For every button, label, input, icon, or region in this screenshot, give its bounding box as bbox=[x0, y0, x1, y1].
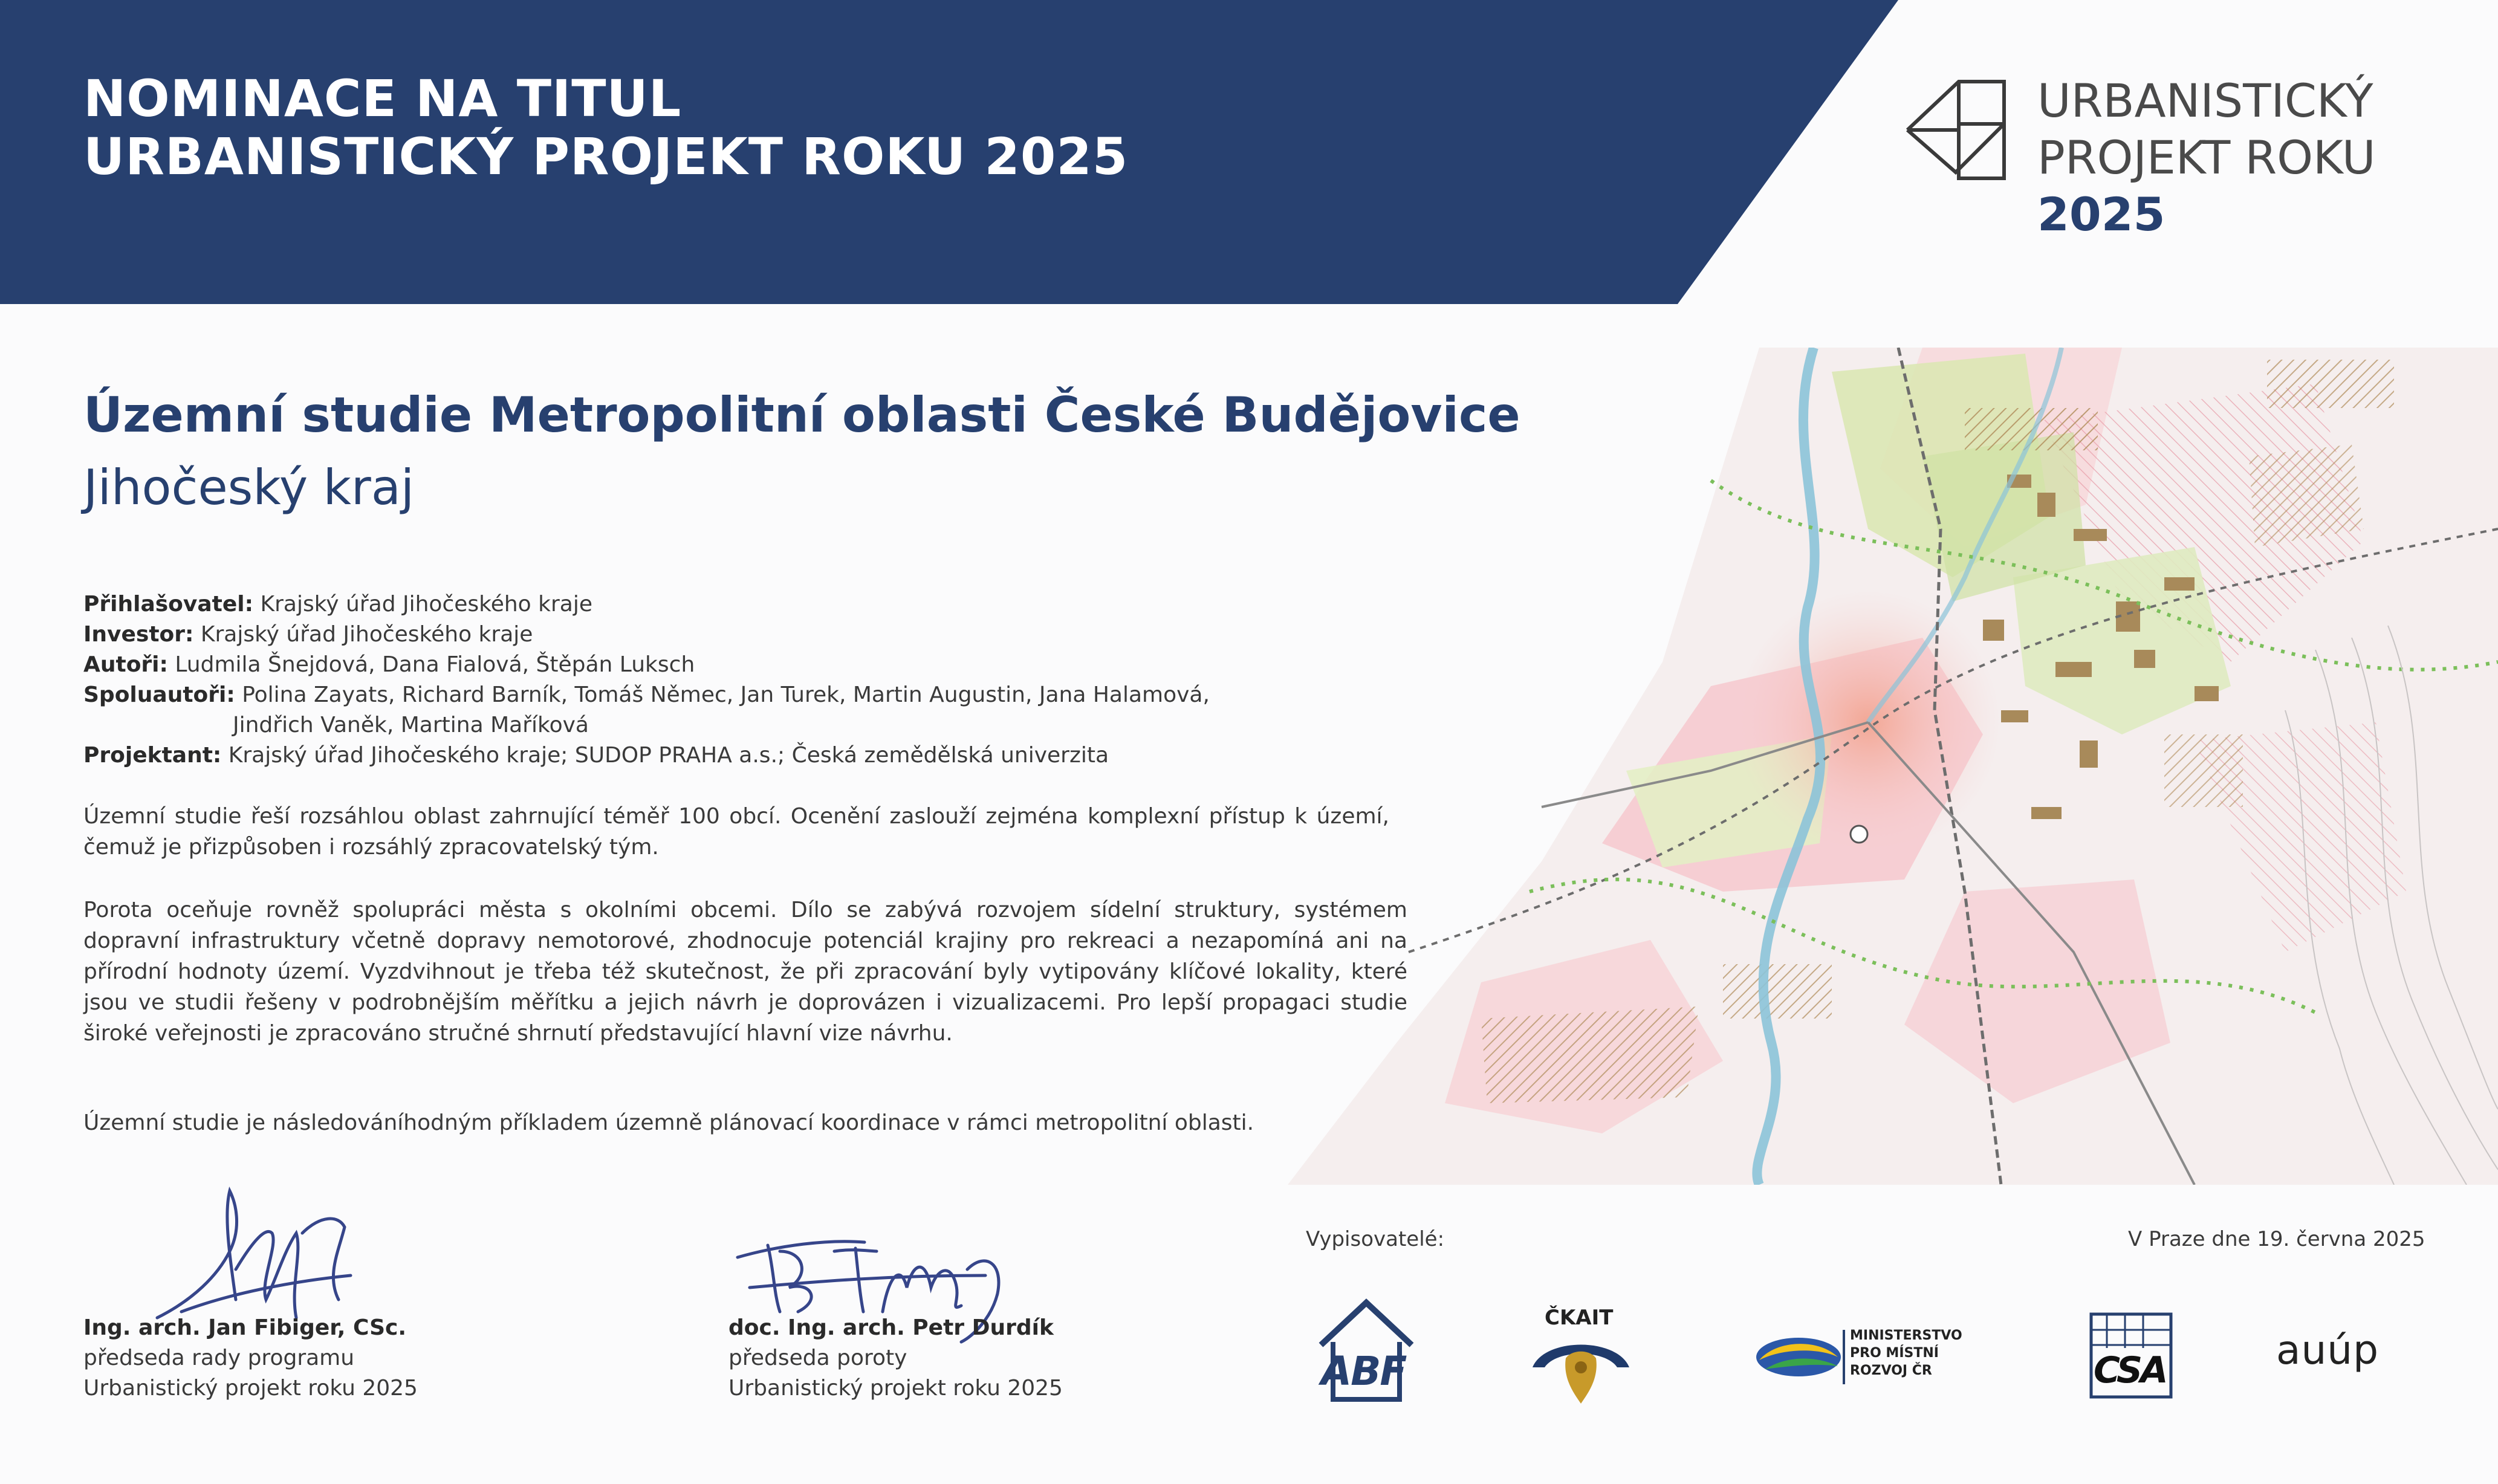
mmr-swirl-icon bbox=[1753, 1333, 1844, 1381]
auup-logo: auúp bbox=[2276, 1327, 2379, 1373]
applicant-value: Krajský úřad Jihočeského kraje bbox=[260, 592, 593, 617]
mmr-text-line3: ROZVOJ ČR bbox=[1850, 1363, 1932, 1378]
nomination-title bbox=[83, 70, 1128, 186]
ckait-emblem-icon bbox=[1526, 1331, 1635, 1407]
project-region: Jihočeský kraj bbox=[83, 459, 415, 516]
issue-date: V Praze dne 19. června 2025 bbox=[2128, 1227, 2425, 1251]
nomination-title-line2: URBANISTICKÝ PROJEKT ROKU 2025 bbox=[83, 127, 1129, 186]
mmr-logo-text bbox=[1850, 1327, 1962, 1379]
body-paragraph-2: Porota oceňuje rovněž spolupráci města s okolními obcemi. Dílo se zabývá rozvojem sídelní struktury, systémem dopravní infrastruktury včetně dopravy nemotorové, zhodnocuje potenciál krajiny pro rekreaci a nezapomíná ani na přírodní hodnoty území. Vyzdvihnout je třeba též skutečnost, že při zpracování byly vytipovány klíčové lokality, které jsou ve studii řešeny v podrobnějším měřítku a jejich návrh je doprovázen i vizualizacemi. Pro lepší propagaci studie široké veřejnosti je zpracováno stručné shrnutí představující hlavní vize návrhu. bbox=[83, 898, 1407, 1046]
nomination-title-line1: NOMINACE NA TITUL bbox=[83, 69, 682, 128]
applicant-label: Přihlašovatel: bbox=[83, 592, 254, 617]
investor-value: Krajský úřad Jihočeského kraje bbox=[200, 622, 533, 647]
brand-house-icon bbox=[1904, 79, 2007, 184]
signature-block-2 bbox=[728, 1313, 1063, 1404]
signature-fibiger bbox=[145, 1179, 375, 1336]
project-title: Územní studie Metropolitní oblasti České Budějovice bbox=[83, 387, 1520, 443]
investor-label: Investor: bbox=[83, 622, 194, 647]
signer-1-role: předseda rady programu bbox=[83, 1346, 355, 1370]
mmr-text-line2: PRO MÍSTNÍ bbox=[1850, 1346, 1939, 1361]
organizers-label: Vypisovatelé: bbox=[1306, 1227, 1445, 1251]
ckait-logo bbox=[1526, 1306, 1635, 1408]
signer-2-role: předseda poroty bbox=[728, 1346, 907, 1370]
signature-block-1 bbox=[83, 1313, 418, 1404]
brand-line1: URBANISTICKÝ bbox=[2037, 74, 2373, 128]
coauthors-label: Spoluautoři: bbox=[83, 682, 235, 707]
credits-block bbox=[83, 589, 1210, 771]
authors-label: Autoři: bbox=[83, 652, 168, 677]
csa-logo-text: CSA bbox=[2094, 1349, 2166, 1392]
mmr-text-line1: MINISTERSTVO bbox=[1850, 1328, 1962, 1343]
designer-value: Krajský úřad Jihočeského kraje; SUDOP PRAHA a.s.; Česká zemědělská univerzita bbox=[228, 743, 1109, 768]
authors-row bbox=[83, 650, 1210, 680]
investor-row bbox=[83, 620, 1210, 650]
brand-line2: PROJEKT ROKU bbox=[2037, 131, 2376, 184]
abf-logo-text: ABF bbox=[1321, 1348, 1406, 1395]
signer-1-program: Urbanistický projekt roku 2025 bbox=[83, 1376, 418, 1401]
coauthors-row bbox=[83, 680, 1210, 710]
authors-value: Ludmila Šnejdová, Dana Fialová, Štěpán Luksch bbox=[175, 652, 695, 677]
coauthors-value-line1: Polina Zayats, Richard Barník, Tomáš Němec, Jan Turek, Martin Augustin, Jana Halamová, bbox=[242, 682, 1210, 707]
mmr-logo bbox=[1753, 1327, 1971, 1393]
territory-map bbox=[1288, 348, 2498, 1185]
designer-row bbox=[83, 740, 1210, 771]
signer-2-program: Urbanistický projekt roku 2025 bbox=[728, 1376, 1063, 1401]
designer-label: Projektant: bbox=[83, 743, 222, 768]
ckait-logo-text: ČKAIT bbox=[1545, 1306, 1614, 1330]
abf-logo bbox=[1309, 1294, 1424, 1408]
signer-2-name: doc. Ing. arch. Petr Durdík bbox=[728, 1315, 1054, 1340]
brand-year: 2025 bbox=[2037, 187, 2165, 241]
coauthors-value-line2: Jindřich Vaněk, Martina Maříková bbox=[233, 713, 589, 737]
applicant-row bbox=[83, 589, 1210, 620]
csa-logo bbox=[2089, 1312, 2173, 1399]
body-paragraph-1: Územní studie řeší rozsáhlou oblast zahrnující téměř 100 obcí. Ocenění zaslouží zejména komplexní přístup k území, čemuž je přizpůsoben i rozsáhlý zpracovatelský tým. bbox=[83, 804, 1389, 860]
signer-1-name: Ing. arch. Jan Fibiger, CSc. bbox=[83, 1315, 407, 1340]
body-paragraph-3: Územní studie je následováníhodným příkladem územně plánovací koordinace v rámci metropolitní oblasti. bbox=[83, 1110, 1254, 1135]
mmr-divider bbox=[1843, 1330, 1845, 1384]
